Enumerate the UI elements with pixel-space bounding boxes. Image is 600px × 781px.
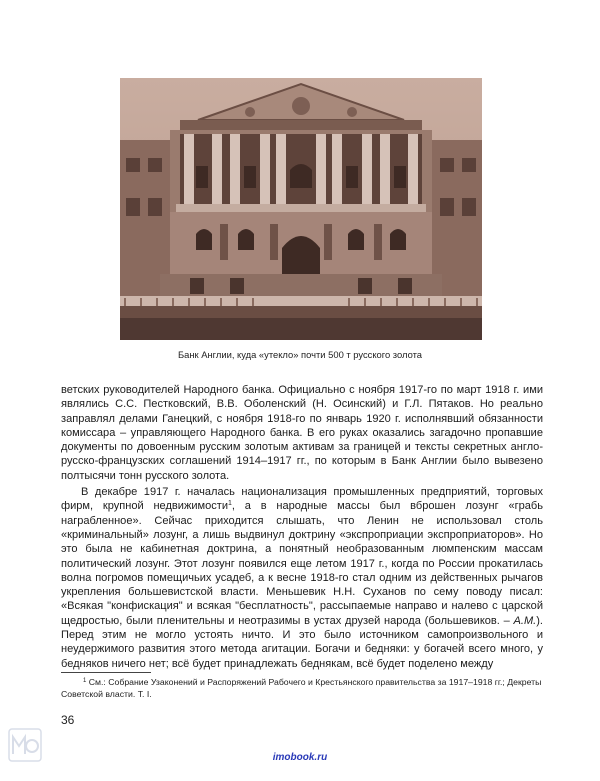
footnote [61, 677, 543, 701]
main-text [61, 383, 543, 671]
page-number: 36 [61, 713, 75, 727]
author-initials: А.М. [513, 614, 537, 627]
footnote-divider [61, 672, 151, 673]
paragraph: ветских руководителей Народного банка. Официально с ноября 1917-го по март 1918 г. ими являлись С.С. Пестковский, В.В. Оболенский (Н. Осинский) и Г.Л. Пятаков. Но реально заправлял делами Ганецкий, с ноября 1918-го по январь 1920 г. исполнявший обязанности комиссара – управляющего Народного банка. В его руках оказались загадочно пропавшие документы по довоенным русским золотым активам за границей и тексты секретных англо-русско-французских соглашений 1914–1917 гг., по которым в Банк Англии было вывезено полтысячи тонн русского золота. [61, 384, 543, 482]
footer-site-link[interactable]: imobook.ru [272, 752, 328, 763]
paragraph-text: ). Перед этим не могло устоять ничто. И это было источником самопроизвольного и неудержимого развития этого метода агитации. Богачи и бедняки: у богачей всего много, у бедняков ничего нет; всё будет принадлежать беднякам, всё будет поделено между [61, 614, 543, 670]
footnote-number: 1 [83, 678, 87, 684]
footnote-text: См.: Собрание Узаконений и Распоряжений Рабочего и Крестьянского правительства за 1917–1918 гг.; Декреты Советской власти. Т. I. [61, 677, 542, 699]
figure-caption: Банк Англии, куда «утекло» почти 500 т русского золота [178, 349, 422, 360]
paragraph-text: , а в народные массы был вброшен лозунг «грабь награбленное». Сейчас приходится слышать, что Ленин не использовал столь «криминальный» лозунг, а лишь выдвинул доктрину «экспроприации экспроприаторов». Но это была не кабинетная доктрина, а понятный необразованным люмпенским массам политический лозунг. Этот лозунг появился еще летом 1917 г., когда по России прокатилась волна погромов помещичьих усадеб, а к весне 1918-го стал одним из действенных рычагов укрепления большевистской власти. Меньшевик Н.Н. Суханов по сему поводу писал: «Всякая "конфискация" и всякая "бесплатность", рассыпаемые направо и налево с царской щедростью, были пленительны и неотразимы в устах друзей народа (большевиков. – [61, 500, 543, 627]
footnote-reference[interactable]: 1 [228, 500, 232, 508]
building-photo-icon [120, 78, 482, 340]
paragraph [61, 485, 543, 671]
bank-of-england-photo [120, 78, 482, 340]
paragraph-text: В декабре 1917 г. началась национализация промышленных предприятий, торговых фирм, крупной недвижимости [61, 486, 543, 513]
